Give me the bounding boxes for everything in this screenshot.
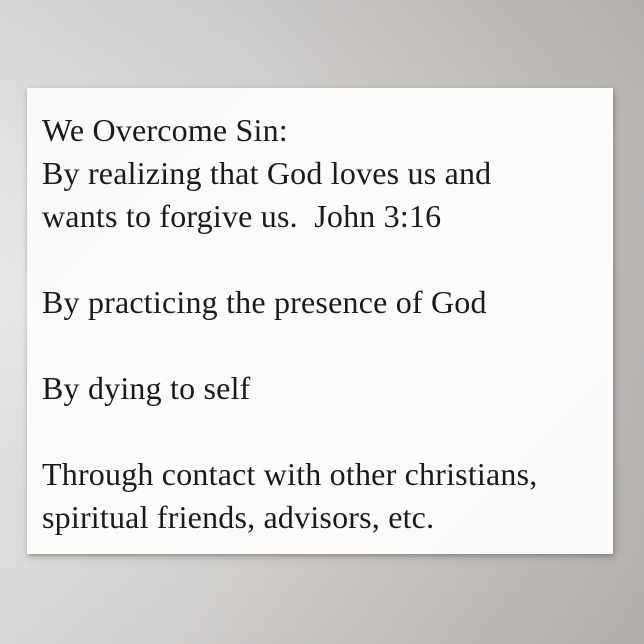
- poster-line-spacer: [42, 238, 607, 281]
- poster-line: wants to forgive us. John 3:16: [42, 198, 442, 234]
- poster: [27, 88, 613, 554]
- poster-text-block: [42, 109, 607, 539]
- poster-line: By practicing the presence of God: [42, 284, 487, 320]
- poster-line-spacer: [42, 324, 607, 367]
- poster-line: By realizing that God loves us and: [42, 155, 492, 191]
- poster-line-spacer: [42, 410, 607, 453]
- poster-line-title: We Overcome Sin:: [42, 112, 288, 148]
- poster-line: spiritual friends, advisors, etc.: [42, 499, 435, 535]
- poster-line: Through contact with other christians,: [42, 456, 538, 492]
- poster-line: By dying to self: [42, 370, 251, 406]
